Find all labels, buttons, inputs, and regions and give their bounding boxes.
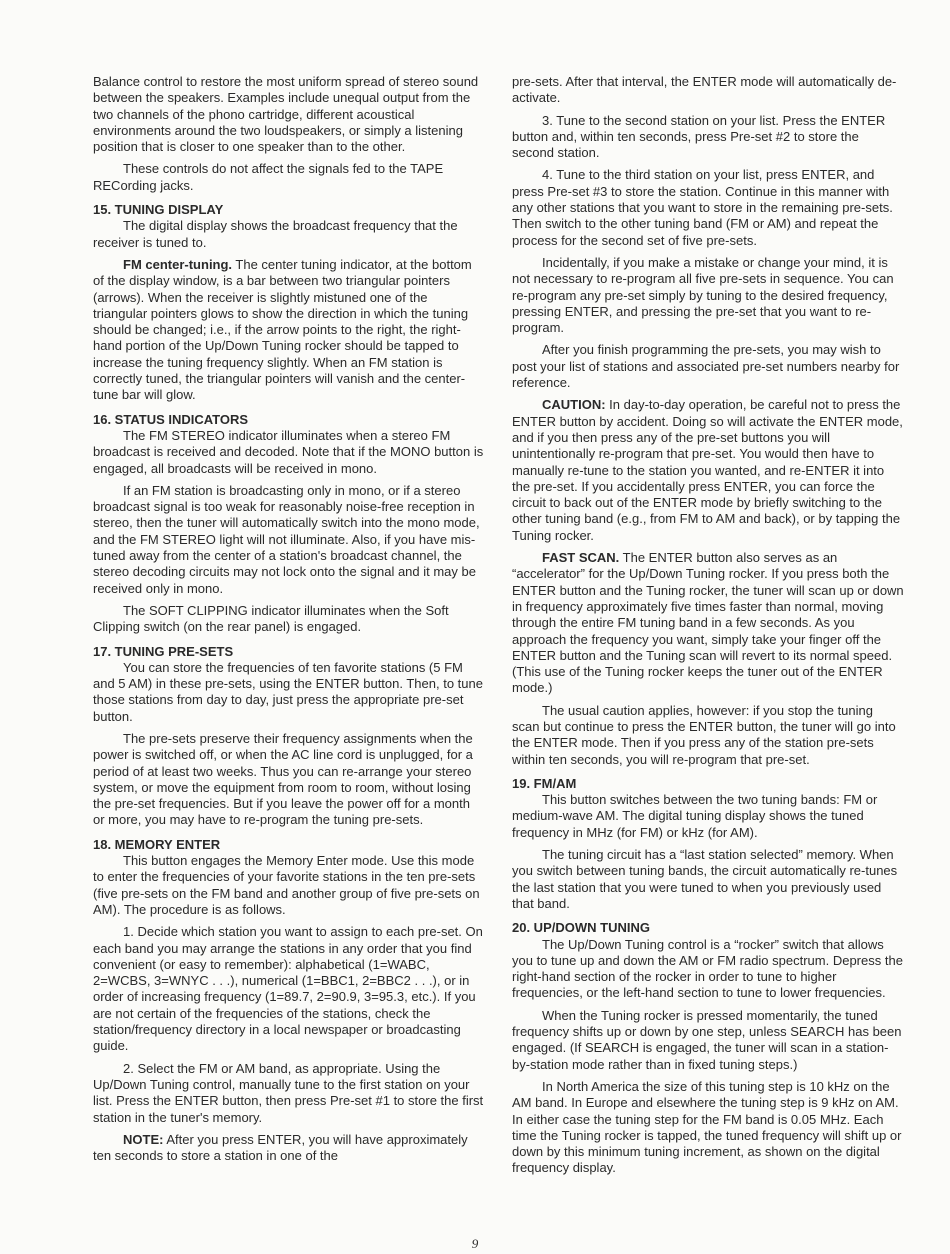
paragraph (512, 550, 904, 697)
paragraph: The usual caution applies, however: if you stop the tuning scan but continue to press the ENTER button, the tuner will go into the ENTER mode. Then if you press any of the station pre-sets within ten seconds, you will re-program that pre-set. (512, 702, 896, 767)
section-heading: 16. STATUS INDICATORS (93, 411, 249, 427)
paragraph: When the Tuning rocker is pressed momentarily, the tuned frequency shifts up or down by one step, unless SEARCH has been engaged. (If SEARCH is engaged, the tuner will scan in a station-by-station mode rather than in fixed tuning steps.) (512, 1007, 902, 1072)
paragraph: The digital display shows the broadcast frequency that the receiver is tuned to. (93, 218, 458, 250)
paragraph: pre-sets. After that interval, the ENTER mode will automatically de-activate. (512, 74, 897, 106)
paragraph-text: After you press ENTER, you will have approximately ten seconds to store a station in one of the (93, 1131, 468, 1164)
paragraph-text: The ENTER button also serves as an “accelerator” for the Up/Down Tuning rocker. If you press both the ENTER button and the Tuning rocker, the tuner will scan up or down in frequency approximately five times faster than normal, moving through the entire FM tuning band in a few seconds. As you approach the frequency you want, simply take your finger off the ENTER button and the Tuning scan will revert to its normal speed. (This use of the Tuning rocker keeps the tuner out of the ENTER mode.) (512, 550, 904, 696)
paragraph: After you finish programming the pre-sets, you may wish to post your list of stations and associated pre-set numbers nearby for reference. (512, 342, 900, 391)
section-heading: 18. MEMORY ENTER (93, 836, 221, 852)
paragraph: The pre-sets preserve their frequency assignments when the power is switched off, or when the AC line cord is unplugged, for a period of at least two weeks. Thus you can re-arrange your stereo system, or move the equipment from room to room, without losing the pre-set frequencies. But if you leave the power off for a month or more, you may have to re-program the tuning pre-sets. (93, 730, 473, 828)
paragraph: The tuning circuit has a “last station selected” memory. When you switch between tuning bands, the circuit automatically re-tunes the last station that you were tuned to when you previously used that band. (512, 847, 898, 911)
paragraph: If an FM station is broadcasting only in mono, or if a stereo broadcast signal is too weak for reasonably noise-free reception in stereo, then the tuner will automatically switch into the mono mode, and the FM STEREO light will not illuminate. Also, if you have mis-tuned away from the center of a station's broadcast channel, the stereo decoding circuits may not lock onto the signal and it may be received only in mono. (93, 482, 480, 596)
run-in-heading: FAST SCAN. (542, 550, 620, 566)
paragraph: The FM STEREO indicator illuminates when a stereo FM broadcast is received and decoded. Note that if the MONO button is engaged, all broadcasts will be received in mono. (93, 427, 484, 476)
paragraph: This button switches between the two tuning bands: FM or medium-wave AM. The digital tuning display shows the tuned frequency in MHz (for FM) or kHz (for AM). (512, 792, 878, 840)
section-heading: 19. FM/AM (512, 775, 577, 791)
paragraph: Incidentally, if you make a mistake or change your mind, it is not necessary to re-program all five pre-sets in sequence. You can re-program any pre-set simply by tuning to the desired frequency, pressing ENTER, and pressing the pre-set that you want to re-program. (512, 254, 894, 336)
paragraph: Balance control to restore the most uniform spread of stereo sound between the speakers. Examples include unequal output from the two channels of the phono cartridge, different acoustical environments around the two loudspeakers, or simply a listening position that is closer to one speaker than to the other. (93, 74, 479, 155)
paragraph (93, 257, 485, 404)
run-in-heading: CAUTION: (542, 397, 606, 413)
paragraph: The SOFT CLIPPING indicator illuminates when the Soft Clipping switch (on the rear panel) is engaged. (93, 602, 449, 635)
paragraph: 2. Select the FM or AM band, as appropriate. Using the Up/Down Tuning control, manually tune to the first station on your list. Press the ENTER button, then press Pre-set #1 to store the first station in the tuner's memory. (93, 1060, 484, 1125)
paragraph (512, 397, 904, 544)
paragraph: 4. Tune to the third station on your list, press ENTER, and press Pre-set #3 to store the station. Continue in this manner with any other stations that you want to store in the remaining pre-sets. Then switch to the other tuning band (FM or AM) and repeat the process for the second set of five pre-sets. (512, 167, 893, 248)
right-column (512, 74, 904, 1183)
section-heading: 20. UP/DOWN TUNING (512, 920, 650, 936)
paragraph: 1. Decide which station you want to assign to each pre-set. On each band you may arrange the stations in any order that you find convenient (or easy to remember): alphabetical (1=WABC, 2=WCBS, 3=WNYC . . .), numerical (1=BBC1, 2=BBC2 . . .), or in order of increasing frequency (1=89.7, 2=90.9, 3=95.3, etc.). If you are not certain of the frequencies of the stations, check the station/frequency directory in a local newspaper or broadcasting guide. (93, 924, 483, 1054)
left-column (93, 74, 485, 1170)
paragraph: In North America the size of this tuning step is 10 kHz on the AM band. In Europe and elsewhere the tuning step is 9 kHz on AM. In either case the tuning step for the FM band is 0.05 MHz. Each time the Tuning rocker is tapped, the tuned frequency will shift up or down by this minimum tuning increment, as shown on the digital frequency display. (512, 1078, 902, 1176)
paragraph-text: In day-to-day operation, be careful not to press the ENTER button by accident. Doing so will activate the ENTER mode, and if you then press any of the pre-set buttons you will unintentionally re-program that pre-set. You would then have to manually re-tune to the station you wanted, and re-ENTER it into the pre-set. If you accidentally press ENTER, you can force the circuit to back out of the ENTER mode by briefly switching to the other tuning band (e.g., from FM to AM and back), or by tapping the Tuning rocker. (512, 397, 903, 543)
section-heading: 17. TUNING PRE-SETS (93, 643, 234, 659)
paragraph-text: The center tuning indicator, at the bottom of the display window, is a bar between two triangular pointers (arrows). When the receiver is slightly mistuned one of the triangular pointers glows to show the direction in which the tuning should be changed; i.e., if the arrow points to the right, the right-hand portion of the Up/Down Tuning rocker should be tapped to increase the tuning frequency slightly. When an FM station is correctly tuned, the triangular pointers will vanish and the center-tune bar will glow. (93, 256, 472, 403)
run-in-heading: FM center-tuning. (123, 256, 233, 272)
paragraph: The Up/Down Tuning control is a “rocker” switch that allows you to tune up and down the AM or FM radio spectrum. Depress the right-hand section of the rocker in order to tune to higher frequencies, or the left-hand section to tune to lower frequencies. (512, 936, 903, 1001)
page-number: 9 (471, 1236, 479, 1251)
paragraph: These controls do not affect the signals fed to the TAPE RECording jacks. (93, 161, 444, 193)
paragraph: 3. Tune to the second station on your list. Press the ENTER button and, within ten seconds, press Pre-set #2 to store the second station. (512, 112, 886, 161)
paragraph (93, 1132, 485, 1165)
paragraph: You can store the frequencies of ten favorite stations (5 FM and 5 AM) in these pre-sets, using the ENTER button. Then, to tune those stations from day to day, just press the appropriate pre-set button. (93, 659, 483, 724)
paragraph: This button engages the Memory Enter mode. Use this mode to enter the frequencies of your favorite stations in the ten pre-sets (five pre-sets on the FM band and another group of five pre-sets on AM). The procedure is as follows. (93, 853, 480, 917)
run-in-heading: NOTE: (123, 1131, 164, 1147)
section-heading: 15. TUNING DISPLAY (93, 202, 224, 218)
